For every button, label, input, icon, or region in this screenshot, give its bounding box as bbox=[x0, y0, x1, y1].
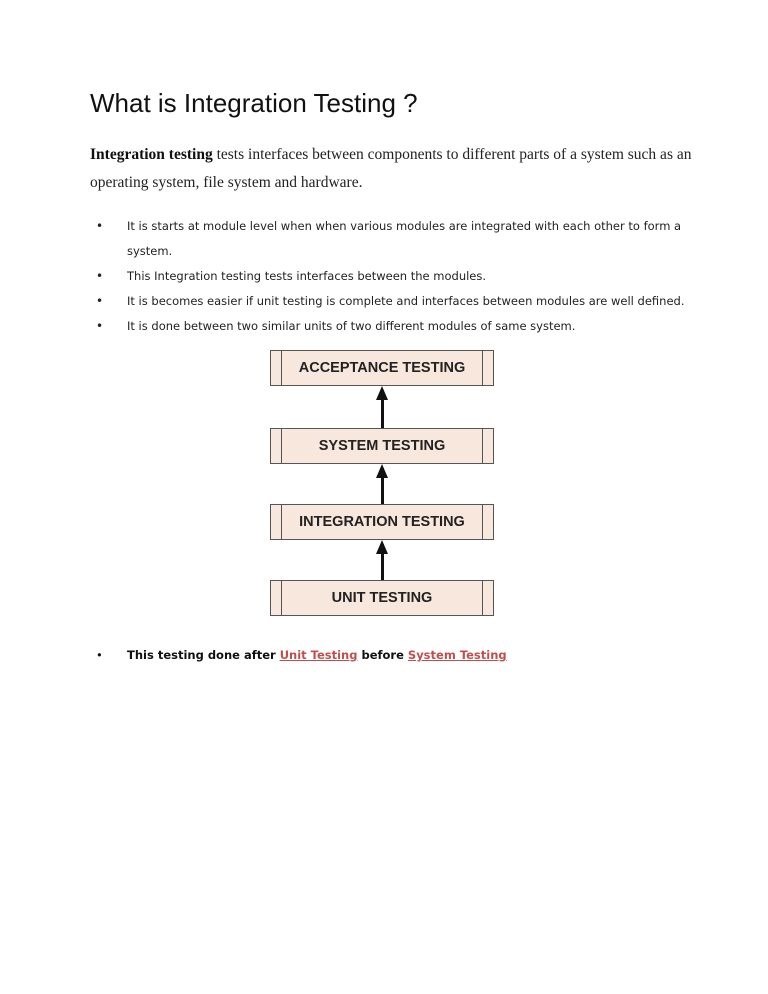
bullet-list bbox=[90, 214, 710, 339]
unit-testing-box: UNIT TESTING bbox=[270, 580, 494, 616]
final-bullet-middle: before bbox=[357, 648, 408, 662]
page-title: What is Integration Testing ? bbox=[90, 88, 418, 118]
acceptance-testing-box: ACCEPTANCE TESTING bbox=[270, 350, 494, 386]
unit-testing-link[interactable]: Unit Testing bbox=[279, 648, 358, 662]
final-bullet bbox=[90, 648, 507, 662]
bullet-item: • It is starts at module level when when various modules are integrated with each other to form a system. bbox=[90, 214, 710, 264]
intro-text: tests interfaces between components to different parts of a system such as an operating system, file system and hardware. bbox=[90, 146, 692, 191]
system-testing-box: SYSTEM TESTING bbox=[270, 428, 494, 464]
arrow-up-icon bbox=[381, 390, 384, 428]
arrow-up-icon bbox=[381, 544, 384, 580]
bullet-item: • It is becomes easier if unit testing is complete and interfaces between modules are well defined. bbox=[90, 289, 710, 314]
integration-testing-box: INTEGRATION TESTING bbox=[270, 504, 494, 540]
intro-paragraph bbox=[90, 141, 710, 197]
intro-bold-term: Integration testing bbox=[90, 146, 213, 163]
final-bullet-prefix: This testing done after bbox=[127, 648, 280, 662]
arrow-up-icon bbox=[381, 468, 384, 504]
system-testing-link[interactable]: System Testing bbox=[407, 648, 507, 662]
bullet-item: • It is done between two similar units of two different modules of same system. bbox=[90, 314, 710, 339]
bullet-item: • This Integration testing tests interfaces between the modules. bbox=[90, 264, 710, 289]
